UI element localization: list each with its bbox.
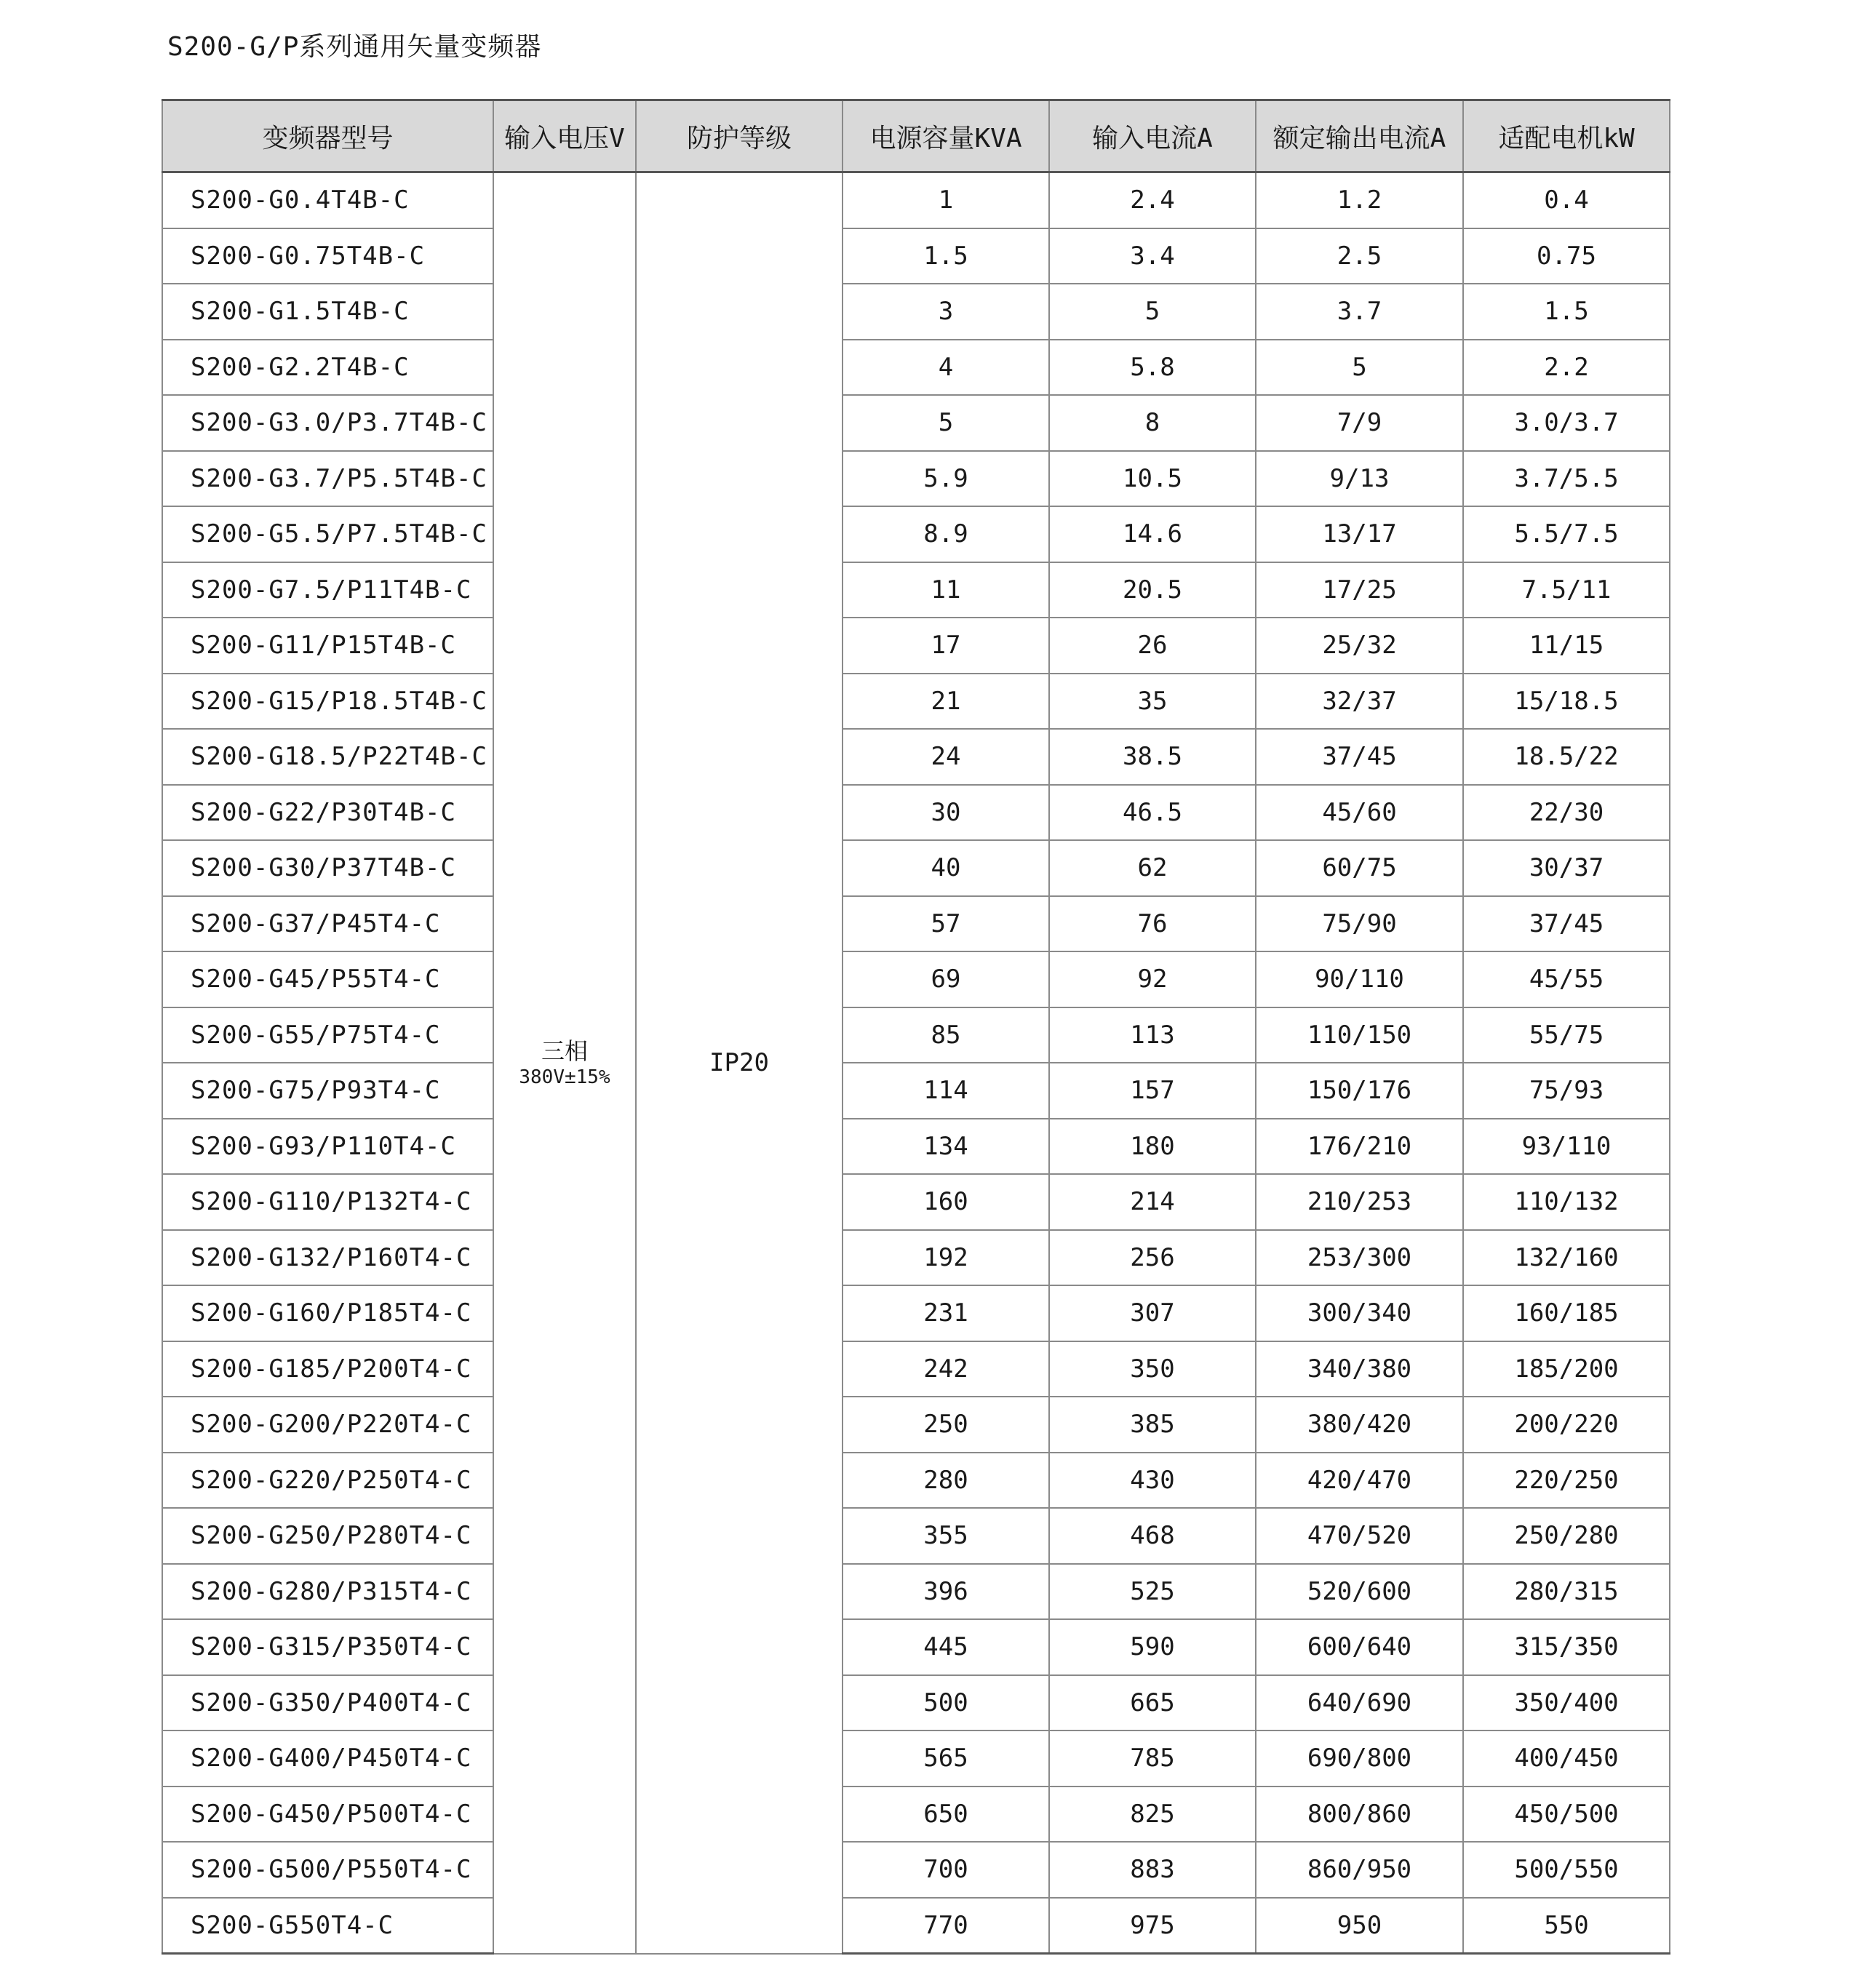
input-current-cell: 62: [1049, 840, 1256, 896]
rated-output-current-cell: 1.2: [1256, 172, 1463, 228]
rated-output-current-cell: 17/25: [1256, 562, 1463, 618]
model-cell: S200-G11/P15T4B-C: [162, 618, 493, 674]
motor-kw-cell: 200/220: [1463, 1397, 1670, 1453]
rated-output-current-cell: 32/37: [1256, 674, 1463, 730]
model-cell: S200-G220/P250T4-C: [162, 1453, 493, 1509]
rated-output-current-cell: 800/860: [1256, 1787, 1463, 1843]
table-row: [162, 506, 1670, 562]
input-current-cell: 5: [1049, 284, 1256, 340]
motor-kw-cell: 185/200: [1463, 1341, 1670, 1397]
table-row: [162, 340, 1670, 396]
power-capacity-cell: 5.9: [843, 451, 1049, 507]
input-current-cell: 385: [1049, 1397, 1256, 1453]
power-capacity-cell: 280: [843, 1453, 1049, 1509]
motor-kw-cell: 280/315: [1463, 1564, 1670, 1620]
input-current-cell: 113: [1049, 1007, 1256, 1063]
power-capacity-cell: 770: [843, 1898, 1049, 1954]
power-capacity-cell: 700: [843, 1842, 1049, 1898]
input-current-cell: 256: [1049, 1230, 1256, 1286]
table-row: [162, 1508, 1670, 1564]
input-current-cell: 883: [1049, 1842, 1256, 1898]
model-cell: S200-G5.5/P7.5T4B-C: [162, 506, 493, 562]
table-body: [162, 172, 1670, 1954]
rated-output-current-cell: 300/340: [1256, 1285, 1463, 1341]
model-cell: S200-G75/P93T4-C: [162, 1063, 493, 1119]
model-cell: S200-G550T4-C: [162, 1898, 493, 1954]
input-current-cell: 3.4: [1049, 228, 1256, 284]
power-capacity-cell: 396: [843, 1564, 1049, 1620]
table-row: [162, 395, 1670, 451]
rated-output-current-cell: 950: [1256, 1898, 1463, 1954]
motor-kw-cell: 22/30: [1463, 785, 1670, 841]
motor-kw-cell: 75/93: [1463, 1063, 1670, 1119]
rated-output-current-cell: 25/32: [1256, 618, 1463, 674]
table-row: [162, 951, 1670, 1007]
table-row: [162, 785, 1670, 841]
model-cell: S200-G400/P450T4-C: [162, 1730, 493, 1787]
input-current-cell: 785: [1049, 1730, 1256, 1787]
table-row: [162, 1842, 1670, 1898]
motor-kw-cell: 3.7/5.5: [1463, 451, 1670, 507]
motor-kw-cell: 450/500: [1463, 1787, 1670, 1843]
input-current-cell: 92: [1049, 951, 1256, 1007]
input-current-cell: 26: [1049, 618, 1256, 674]
table-row: [162, 674, 1670, 730]
motor-kw-cell: 55/75: [1463, 1007, 1670, 1063]
input-current-cell: 975: [1049, 1898, 1256, 1954]
table-row: [162, 618, 1670, 674]
rated-output-current-cell: 690/800: [1256, 1730, 1463, 1787]
rated-output-current-cell: 3.7: [1256, 284, 1463, 340]
table-row: [162, 562, 1670, 618]
model-cell: S200-G7.5/P11T4B-C: [162, 562, 493, 618]
rated-output-current-cell: 60/75: [1256, 840, 1463, 896]
power-capacity-cell: 40: [843, 840, 1049, 896]
motor-kw-cell: 30/37: [1463, 840, 1670, 896]
rated-output-current-cell: 37/45: [1256, 729, 1463, 785]
rated-output-current-cell: 5: [1256, 340, 1463, 396]
model-cell: S200-G2.2T4B-C: [162, 340, 493, 396]
motor-kw-cell: 550: [1463, 1898, 1670, 1954]
model-cell: S200-G3.7/P5.5T4B-C: [162, 451, 493, 507]
model-cell: S200-G18.5/P22T4B-C: [162, 729, 493, 785]
power-capacity-cell: 250: [843, 1397, 1049, 1453]
motor-kw-cell: 2.2: [1463, 340, 1670, 396]
rated-output-current-cell: 150/176: [1256, 1063, 1463, 1119]
model-cell: S200-G450/P500T4-C: [162, 1787, 493, 1843]
input-current-cell: 35: [1049, 674, 1256, 730]
spec-table: [162, 99, 1670, 1955]
power-capacity-cell: 8.9: [843, 506, 1049, 562]
input-voltage-cell: [493, 172, 636, 1954]
power-capacity-cell: 500: [843, 1675, 1049, 1731]
table-header: [162, 100, 1670, 172]
motor-kw-cell: 15/18.5: [1463, 674, 1670, 730]
power-capacity-cell: 30: [843, 785, 1049, 841]
motor-kw-cell: 220/250: [1463, 1453, 1670, 1509]
table-row: [162, 1285, 1670, 1341]
power-capacity-cell: 4: [843, 340, 1049, 396]
power-capacity-cell: 11: [843, 562, 1049, 618]
motor-kw-cell: 132/160: [1463, 1230, 1670, 1286]
rated-output-current-cell: 600/640: [1256, 1619, 1463, 1675]
input-current-cell: 46.5: [1049, 785, 1256, 841]
model-cell: S200-G160/P185T4-C: [162, 1285, 493, 1341]
power-capacity-cell: 231: [843, 1285, 1049, 1341]
model-cell: S200-G93/P110T4-C: [162, 1119, 493, 1175]
power-capacity-cell: 445: [843, 1619, 1049, 1675]
header-power-capacity: 电源容量KVA: [843, 100, 1049, 172]
table-row: [162, 896, 1670, 952]
input-current-cell: 214: [1049, 1174, 1256, 1230]
table-row: [162, 1787, 1670, 1843]
model-cell: S200-G132/P160T4-C: [162, 1230, 493, 1286]
power-capacity-cell: 1.5: [843, 228, 1049, 284]
table-row: [162, 1564, 1670, 1620]
model-cell: S200-G200/P220T4-C: [162, 1397, 493, 1453]
motor-kw-cell: 160/185: [1463, 1285, 1670, 1341]
power-capacity-cell: 17: [843, 618, 1049, 674]
power-capacity-cell: 242: [843, 1341, 1049, 1397]
input-current-cell: 20.5: [1049, 562, 1256, 618]
power-capacity-cell: 21: [843, 674, 1049, 730]
input-current-cell: 665: [1049, 1675, 1256, 1731]
input-current-cell: 350: [1049, 1341, 1256, 1397]
model-cell: S200-G3.0/P3.7T4B-C: [162, 395, 493, 451]
model-cell: S200-G250/P280T4-C: [162, 1508, 493, 1564]
motor-kw-cell: 37/45: [1463, 896, 1670, 952]
motor-kw-cell: 11/15: [1463, 618, 1670, 674]
table-row: [162, 451, 1670, 507]
input-current-cell: 180: [1049, 1119, 1256, 1175]
model-cell: S200-G37/P45T4-C: [162, 896, 493, 952]
model-cell: S200-G55/P75T4-C: [162, 1007, 493, 1063]
document-title: S200-G/P系列通用矢量变频器: [167, 32, 542, 62]
header-protection-class: 防护等级: [636, 100, 843, 172]
input-voltage-range: 380V±15%: [519, 1066, 610, 1089]
table-row: [162, 1619, 1670, 1675]
motor-kw-cell: 7.5/11: [1463, 562, 1670, 618]
rated-output-current-cell: 2.5: [1256, 228, 1463, 284]
rated-output-current-cell: 210/253: [1256, 1174, 1463, 1230]
rated-output-current-cell: 860/950: [1256, 1842, 1463, 1898]
table-row: [162, 1730, 1670, 1787]
protection-class-cell: IP20: [636, 172, 843, 1954]
input-current-cell: 8: [1049, 395, 1256, 451]
rated-output-current-cell: 45/60: [1256, 785, 1463, 841]
input-current-cell: 76: [1049, 896, 1256, 952]
rated-output-current-cell: 420/470: [1256, 1453, 1463, 1509]
table-row: [162, 1675, 1670, 1731]
power-capacity-cell: 565: [843, 1730, 1049, 1787]
model-cell: S200-G185/P200T4-C: [162, 1341, 493, 1397]
table-row: [162, 1007, 1670, 1063]
input-current-cell: 525: [1049, 1564, 1256, 1620]
table-row: [162, 172, 1670, 228]
table-row: [162, 1119, 1670, 1175]
motor-kw-cell: 400/450: [1463, 1730, 1670, 1787]
header-model: 变频器型号: [162, 100, 493, 172]
table-row: [162, 1453, 1670, 1509]
motor-kw-cell: 93/110: [1463, 1119, 1670, 1175]
model-cell: S200-G15/P18.5T4B-C: [162, 674, 493, 730]
model-cell: S200-G30/P37T4B-C: [162, 840, 493, 896]
model-cell: S200-G0.75T4B-C: [162, 228, 493, 284]
input-current-cell: 14.6: [1049, 506, 1256, 562]
rated-output-current-cell: 470/520: [1256, 1508, 1463, 1564]
rated-output-current-cell: 13/17: [1256, 506, 1463, 562]
table-row: [162, 284, 1670, 340]
motor-kw-cell: 0.4: [1463, 172, 1670, 228]
rated-output-current-cell: 640/690: [1256, 1675, 1463, 1731]
input-voltage-phase: 三相: [541, 1037, 588, 1066]
power-capacity-cell: 69: [843, 951, 1049, 1007]
input-current-cell: 157: [1049, 1063, 1256, 1119]
table-row: [162, 228, 1670, 284]
power-capacity-cell: 1: [843, 172, 1049, 228]
rated-output-current-cell: 9/13: [1256, 451, 1463, 507]
rated-output-current-cell: 110/150: [1256, 1007, 1463, 1063]
rated-output-current-cell: 90/110: [1256, 951, 1463, 1007]
header-rated-output-current: 额定输出电流A: [1256, 100, 1463, 172]
header-row: [162, 100, 1670, 172]
input-current-cell: 10.5: [1049, 451, 1256, 507]
power-capacity-cell: 57: [843, 896, 1049, 952]
power-capacity-cell: 85: [843, 1007, 1049, 1063]
motor-kw-cell: 5.5/7.5: [1463, 506, 1670, 562]
input-current-cell: 430: [1049, 1453, 1256, 1509]
motor-kw-cell: 3.0/3.7: [1463, 395, 1670, 451]
motor-kw-cell: 110/132: [1463, 1174, 1670, 1230]
rated-output-current-cell: 253/300: [1256, 1230, 1463, 1286]
motor-kw-cell: 45/55: [1463, 951, 1670, 1007]
model-cell: S200-G1.5T4B-C: [162, 284, 493, 340]
header-motor-kw: 适配电机kW: [1463, 100, 1670, 172]
model-cell: S200-G22/P30T4B-C: [162, 785, 493, 841]
input-current-cell: 468: [1049, 1508, 1256, 1564]
model-cell: S200-G280/P315T4-C: [162, 1564, 493, 1620]
input-current-cell: 307: [1049, 1285, 1256, 1341]
table-row: [162, 1230, 1670, 1286]
input-current-cell: 5.8: [1049, 340, 1256, 396]
motor-kw-cell: 500/550: [1463, 1842, 1670, 1898]
table-row: [162, 1898, 1670, 1954]
input-current-cell: 590: [1049, 1619, 1256, 1675]
model-cell: S200-G110/P132T4-C: [162, 1174, 493, 1230]
header-input-current: 输入电流A: [1049, 100, 1256, 172]
power-capacity-cell: 192: [843, 1230, 1049, 1286]
motor-kw-cell: 1.5: [1463, 284, 1670, 340]
input-current-cell: 38.5: [1049, 729, 1256, 785]
input-current-cell: 2.4: [1049, 172, 1256, 228]
table-row: [162, 729, 1670, 785]
table-row: [162, 1341, 1670, 1397]
rated-output-current-cell: 75/90: [1256, 896, 1463, 952]
rated-output-current-cell: 340/380: [1256, 1341, 1463, 1397]
power-capacity-cell: 160: [843, 1174, 1049, 1230]
power-capacity-cell: 5: [843, 395, 1049, 451]
model-cell: S200-G45/P55T4-C: [162, 951, 493, 1007]
header-input-voltage: 输入电压V: [493, 100, 636, 172]
motor-kw-cell: 350/400: [1463, 1675, 1670, 1731]
rated-output-current-cell: 380/420: [1256, 1397, 1463, 1453]
power-capacity-cell: 134: [843, 1119, 1049, 1175]
motor-kw-cell: 250/280: [1463, 1508, 1670, 1564]
rated-output-current-cell: 176/210: [1256, 1119, 1463, 1175]
power-capacity-cell: 650: [843, 1787, 1049, 1843]
motor-kw-cell: 315/350: [1463, 1619, 1670, 1675]
model-cell: S200-G315/P350T4-C: [162, 1619, 493, 1675]
input-current-cell: 825: [1049, 1787, 1256, 1843]
motor-kw-cell: 0.75: [1463, 228, 1670, 284]
rated-output-current-cell: 520/600: [1256, 1564, 1463, 1620]
power-capacity-cell: 114: [843, 1063, 1049, 1119]
model-cell: S200-G0.4T4B-C: [162, 172, 493, 228]
table-row: [162, 1063, 1670, 1119]
power-capacity-cell: 3: [843, 284, 1049, 340]
table-row: [162, 840, 1670, 896]
table-row: [162, 1397, 1670, 1453]
model-cell: S200-G350/P400T4-C: [162, 1675, 493, 1731]
model-cell: S200-G500/P550T4-C: [162, 1842, 493, 1898]
table-row: [162, 1174, 1670, 1230]
motor-kw-cell: 18.5/22: [1463, 729, 1670, 785]
rated-output-current-cell: 7/9: [1256, 395, 1463, 451]
power-capacity-cell: 355: [843, 1508, 1049, 1564]
power-capacity-cell: 24: [843, 729, 1049, 785]
